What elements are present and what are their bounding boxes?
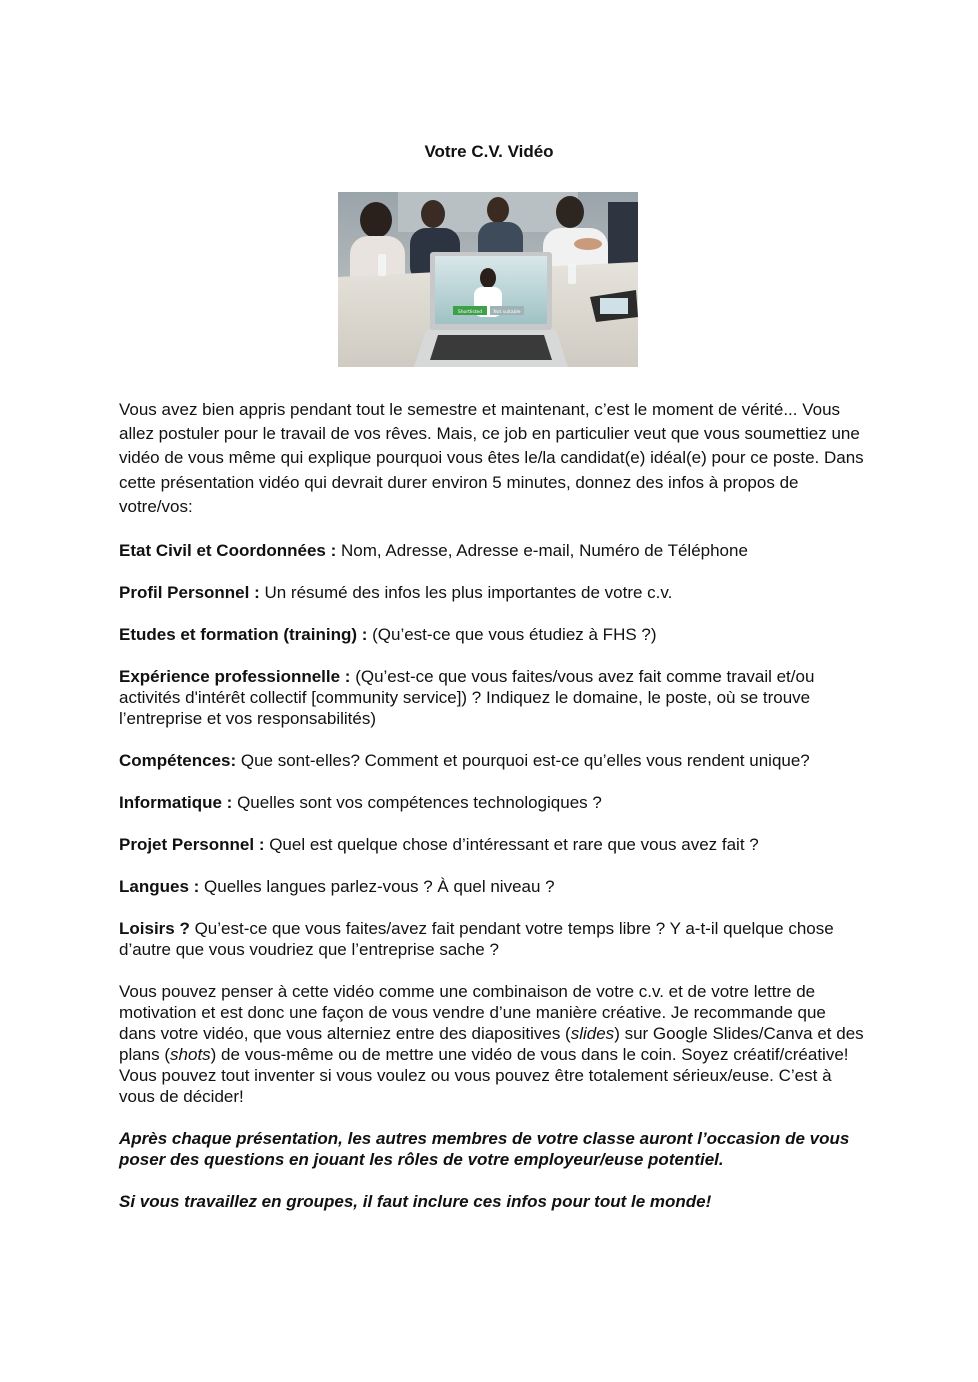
outro-slides-term: slides: [570, 1024, 615, 1044]
outro-shots-term: shots: [170, 1045, 211, 1065]
item-competences: [119, 750, 864, 771]
item-text: Un résumé des infos les plus importantes de votre c.v.: [259, 583, 673, 603]
item-langues: [119, 876, 864, 897]
item-label: Langues :: [119, 877, 200, 897]
item-label: Profil Personnel :: [119, 583, 260, 603]
item-loisirs: [119, 918, 864, 960]
item-text: Nom, Adresse, Adresse e-mail, Numéro de Téléphone: [336, 541, 748, 561]
item-label: Etat Civil et Coordonnées :: [119, 541, 337, 561]
item-text: Qu’est-ce que vous faites/avez fait pendant votre temps libre ? Y a-t-il quelque chose d’autre que vous voudriez que l’entreprise sache ?: [119, 919, 834, 960]
outro-text-3: ) de vous-même ou de mettre une vidéo de vous dans le coin. Soyez créatif/créative! Vous pouvez tout inventer si vous voulez ou vous pouvez être totalement sérieux/euse. C’est à vous de décider!: [119, 1045, 849, 1107]
item-label: Informatique :: [119, 793, 233, 813]
item-label: Etudes et formation (training) :: [119, 625, 368, 645]
item-text: (Qu’est-ce que vous étudiez à FHS ?): [367, 625, 657, 645]
item-etudes: [119, 624, 864, 645]
item-label: Expérience professionnelle :: [119, 667, 351, 687]
outro-paragraph: [119, 981, 864, 1107]
note-groups: Si vous travaillez en groupes, il faut inclure ces infos pour tout le monde!: [119, 1192, 712, 1212]
video-call-meeting-image: [338, 192, 638, 367]
item-text: Que sont-elles? Comment et pourquoi est-ce qu’elles vous rendent unique?: [236, 751, 810, 771]
item-text: Quel est quelque chose d’intéressant et rare que vous avez fait ?: [264, 835, 759, 855]
item-label: Projet Personnel :: [119, 835, 265, 855]
item-text: Quelles sont vos compétences technologiques ?: [232, 793, 602, 813]
outro-text-1: Vous pouvez penser à cette vidéo comme une combinaison de votre c.v. et de votre lettre de motivation et est donc une façon de vous vendre d’une manière créative. Je recommande que dans votre vidéo, que vous alterniez entre des diapositives (: [119, 982, 826, 1044]
page-title: Votre C.V. Vidéo: [424, 142, 554, 161]
document-body: [119, 398, 864, 1233]
outro-text-2: ) sur Google Slides/Canva et des plans (: [119, 1024, 864, 1065]
note-presentation-questions: Après chaque présentation, les autres membres de votre classe auront l’occasion de vous poser des questions en jouant les rôles de votre employeur/euse potentiel.: [119, 1129, 850, 1170]
item-profil-personnel: [119, 582, 864, 603]
item-projet-personnel: [119, 834, 864, 855]
intro-paragraph: Vous avez bien appris pendant tout le semestre et maintenant, c’est le moment de vérité... Vous allez postuler pour le travail de vos rêves. Mais, ce job en particulier veut que vous soumettiez une vidéo de vous même qui explique pourquoi vous êtes le/la candidat(e) idéal(e) pour ce poste. Dans cette présentation vidéo qui devrait durer environ 5 minutes, donnez des infos à propos de votre/vos:: [119, 400, 864, 516]
laptop-button-right-label: Not suitable: [493, 310, 521, 315]
item-etat-civil: [119, 540, 864, 561]
item-experience: [119, 666, 864, 729]
item-text: (Qu’est-ce que vous faites/vous avez fait comme travail et/ou activités d'intérêt collectif [community service]) ? Indiquez le domaine, le poste, où se trouve l’entreprise et vos responsabilités): [119, 667, 815, 729]
item-label: Loisirs ?: [119, 919, 190, 939]
item-text: Quelles langues parlez-vous ? À quel niveau ?: [199, 877, 555, 897]
item-label: Compétences:: [119, 751, 237, 771]
laptop-button-left-label: Shortlisted: [457, 310, 483, 315]
meeting-photo: [338, 192, 638, 367]
item-informatique: [119, 792, 864, 813]
